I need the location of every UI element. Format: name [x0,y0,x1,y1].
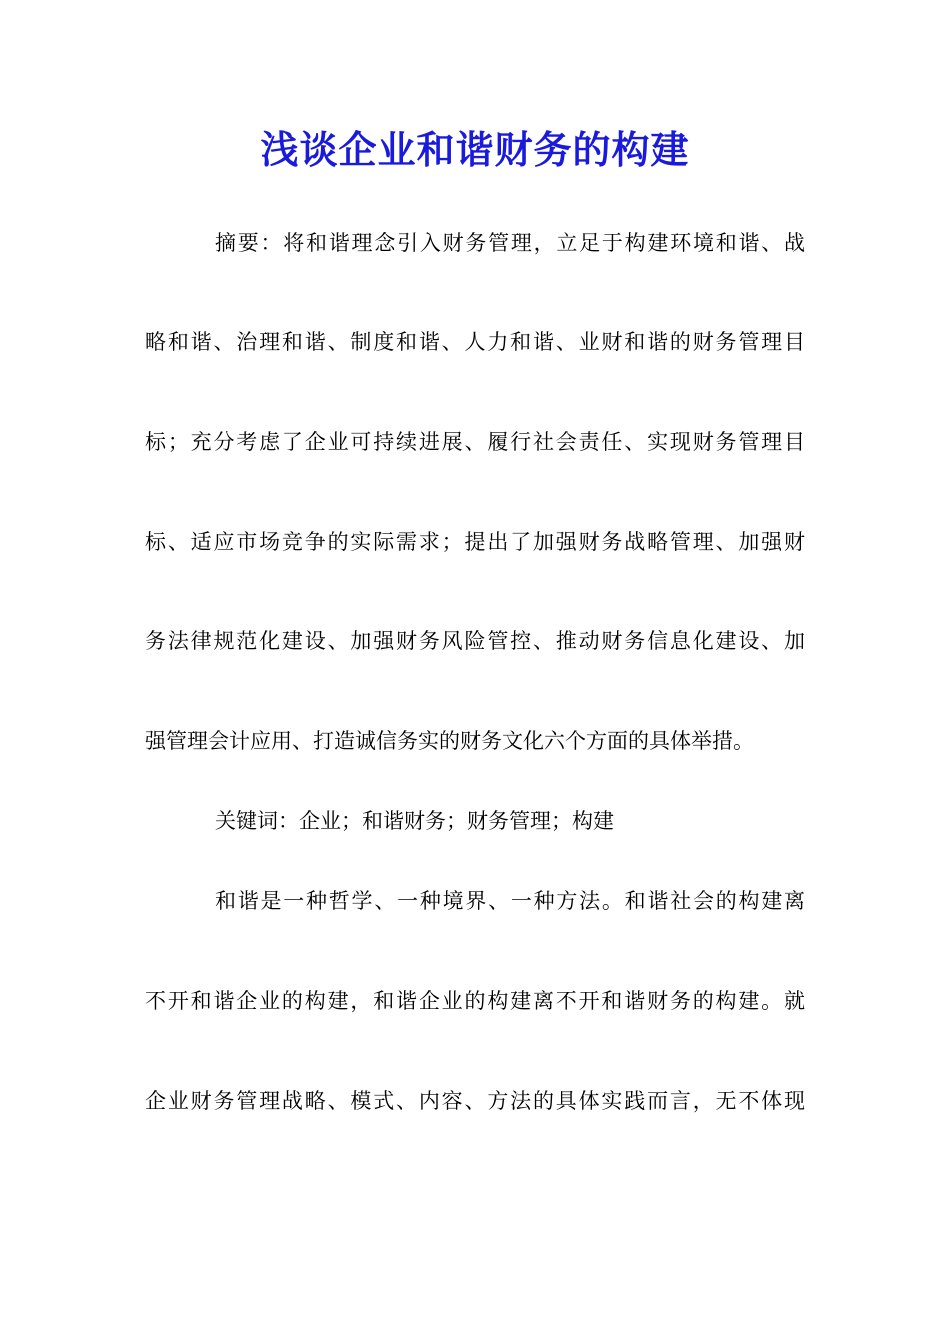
abstract-line: 务法律规范化建设、加强财务风险管控、推动财务信息化建设、加 [145,629,805,653]
abstract-line: 摘要：将和谐理念引入财务管理，立足于构建环境和谐、战 [215,231,805,255]
abstract-line: 略和谐、治理和谐、制度和谐、人力和谐、业财和谐的财务管理目 [145,330,805,354]
body-line: 不开和谐企业的构建，和谐企业的构建离不开和谐财务的构建。就 [145,989,805,1013]
abstract-line: 强管理会计应用、打造诚信务实的财务文化六个方面的具体举措。 [145,729,754,753]
abstract-line: 标、适应市场竞争的实际需求；提出了加强财务战略管理、加强财 [145,530,805,554]
body-line: 企业财务管理战略、模式、内容、方法的具体实践而言，无不体现 [145,1089,805,1113]
keywords-line: 关键词：企业；和谐财务；财务管理；构建 [215,809,614,833]
body-line: 和谐是一种哲学、一种境界、一种方法。和谐社会的构建离 [215,889,805,913]
document-title: 浅谈企业和谐财务的构建 [260,127,690,172]
abstract-line: 标；充分考虑了企业可持续进展、履行社会责任、实现财务管理目 [145,430,805,454]
